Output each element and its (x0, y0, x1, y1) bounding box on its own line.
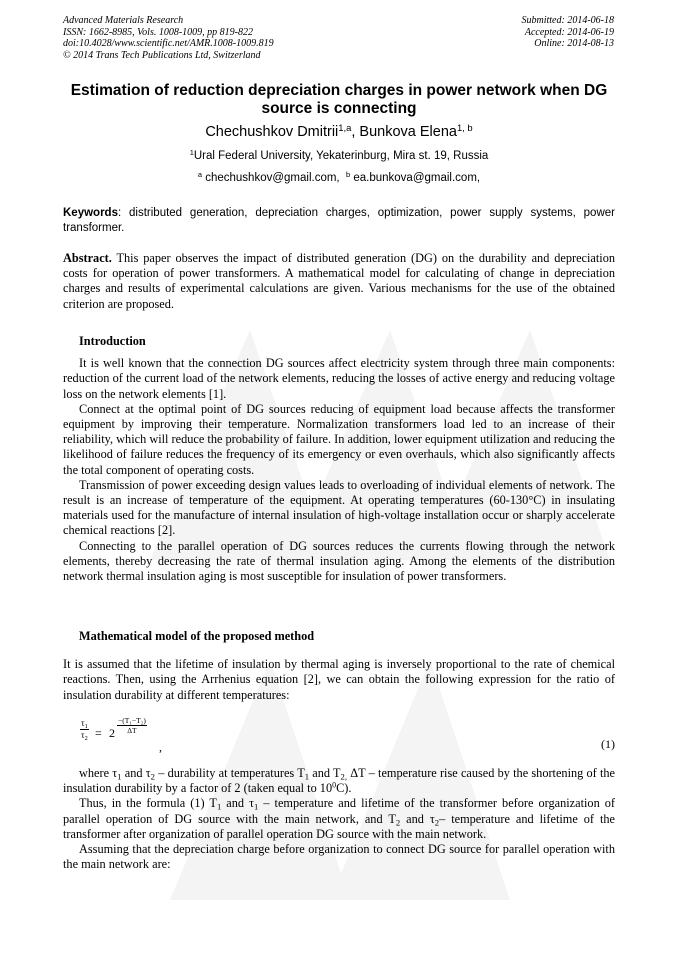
math-intro-paragraph: It is assumed that the lifetime of insulation by thermal aging is inversely proportional to the rate of chemical reactions. Then, using the Arrhenius equation [2], we can obtain the following expression for the ratio of insulation durability at different temperatures: (63, 657, 615, 702)
journal-header-right (522, 15, 615, 50)
subscript: 2 (395, 817, 401, 828)
exponent-numerator: −(T₁−T₂) (118, 716, 146, 725)
subscript: 2 (434, 817, 440, 828)
abstract-label: Abstract. (63, 251, 112, 265)
issn-line: ISSN: 1662-8985, Vols. 1008-1009, pp 819-822 (63, 26, 253, 38)
subscript: 1 (304, 771, 310, 782)
subscript: 1 (117, 771, 122, 782)
accepted-date: Accepted: 2014-06-19 (524, 26, 614, 38)
affiliation-text: Ural Federal University, Yekaterinburg, Mira st. 19, Russia (193, 150, 489, 162)
equals-sign: = (95, 726, 102, 740)
affiliation-mark: 1 (189, 147, 194, 157)
keywords (63, 206, 615, 235)
subscript: 2, (340, 771, 348, 782)
copyright-line: © 2014 Trans Tech Publications Ltd, Switzerland (63, 49, 261, 61)
intro-paragraph-4: Connecting to the parallel operation of DG sources reduces the currents flowing through the network elements, thereby decreasing the rate of thermal insulation aging. Among the elements of the distribution network thermal insulation aging is most susceptible for insulation of power transformers. (63, 538, 615, 584)
affiliation (63, 147, 615, 162)
text-run: and τ (121, 766, 151, 780)
equation-number: (1) (601, 737, 615, 751)
tau-ratio (80, 718, 89, 741)
author-1: Chechushkov Dmitrii (205, 124, 339, 140)
author-2-affiliation-mark: 1, b (456, 121, 473, 133)
email-b-mark: b (346, 169, 351, 179)
text-run: C). (336, 781, 352, 796)
equation-1 (63, 718, 615, 758)
email-line (63, 169, 615, 184)
text-run: and τ (221, 796, 255, 811)
assuming-paragraph: Assuming that the depreciation charge before organization to connect DG source for parallel operation with the main network are: (63, 842, 615, 872)
introduction-section (63, 334, 615, 584)
exponent-denominator: ΔT (127, 726, 137, 735)
online-date: Online: 2014-08-13 (534, 38, 614, 50)
exponent-fraction (117, 716, 147, 735)
subscript: 1 (216, 801, 222, 812)
author-2: Bunkova Elena (359, 124, 457, 140)
author-separator: , (351, 124, 360, 140)
tau-2-sub: 2 (84, 734, 88, 742)
tau-2: τ (81, 730, 85, 740)
intro-paragraph-2: Connect at the optimal point of DG sources reducing of equipment load because affects the transformer equipment by improving their temperature. Normalization transformers load led to an increase of their reliability, which will reduce the probability of failure. In addition, lower equipment utilization and reducing the likelihood of failure reduces the frequency of its emergency or even overhauls, which also significantly affects the total component of operating costs. (63, 401, 615, 477)
abstract-text: This paper observes the impact of distributed generation (DG) on the durability and depreciation costs for operation of power transformers. A mathematical model for calculating of change in depreciation charges and results of experimental calculations are given. Various mechanisms for the use of the obtained criterion are proposed. (63, 251, 615, 311)
paper-title: Estimation of reduction depreciation charges in power network when DG source is connecting (70, 82, 608, 117)
intro-paragraph-1: It is well known that the connection DG sources affect electricity system through three main components: reduction of the current load of the network elements, reducing the losses of active energy and reducing voltage loss on the network elements [1]. (63, 356, 615, 401)
where-paragraph (63, 766, 615, 796)
email-a: chechushkov@gmail.com, (202, 172, 340, 184)
email-a-mark: a (197, 169, 203, 179)
journal-name: Advanced Materials Research (63, 15, 184, 26)
abstract (63, 251, 615, 312)
author-line (63, 121, 615, 140)
superscript: 0 (332, 780, 337, 790)
thus-paragraph (63, 796, 615, 842)
email-b: ea.bunkova@gmail.com, (350, 172, 481, 184)
text-run: and T (309, 766, 341, 780)
equation-comma: , (159, 740, 162, 754)
subscript: 1 (254, 801, 259, 812)
math-section (63, 629, 615, 703)
author-1-affiliation-mark: 1,a (338, 121, 352, 133)
doi-line: doi:10.4028/www.scientific.net/AMR.1008-1009.819 (63, 38, 274, 50)
text-run: Thus, in the formula (1) T (79, 796, 217, 811)
introduction-heading: Introduction (79, 334, 146, 348)
text-run: – temperature and lifetime of the transformer before organization of parallel operation of DG source with the main network, and T (63, 796, 615, 826)
text-run: – temperature and lifetime of the transformer after organization of parallel operation DG source with the main network. (63, 811, 615, 841)
subscript: 2 (150, 771, 155, 782)
keywords-text: : distributed generation, depreciation charges, optimization, power supply systems, power transformer. (63, 207, 615, 234)
tau-1-sub: 1 (84, 722, 88, 730)
math-section-heading: Mathematical model of the proposed method (79, 629, 315, 643)
text-run: where τ (79, 766, 118, 780)
tau-1: τ (81, 718, 85, 728)
keywords-label: Keywords (63, 207, 118, 219)
submitted-date: Submitted: 2014-06-18 (521, 15, 614, 26)
text-run: and τ (400, 811, 435, 826)
text-run: – durability at temperatures T (154, 766, 305, 780)
text-run: ΔT – temperature rise caused by the shortening of the insulation durability by a factor of 2 (taken equal to 10 (63, 766, 616, 796)
intro-paragraph-3: Transmission of power exceeding design values leads to overloading of individual elements of network. The result is an increase of temperature of the equipment. At operating temperatures (60-130°C) in insulating materials used for the manufacture of internal insulation of high-voltage installation occur or sharply accelerate chemical reactions [2]. (63, 477, 615, 538)
after-formula-text (63, 766, 615, 872)
base-two: 2 (109, 726, 115, 740)
journal-header-left (63, 15, 274, 61)
